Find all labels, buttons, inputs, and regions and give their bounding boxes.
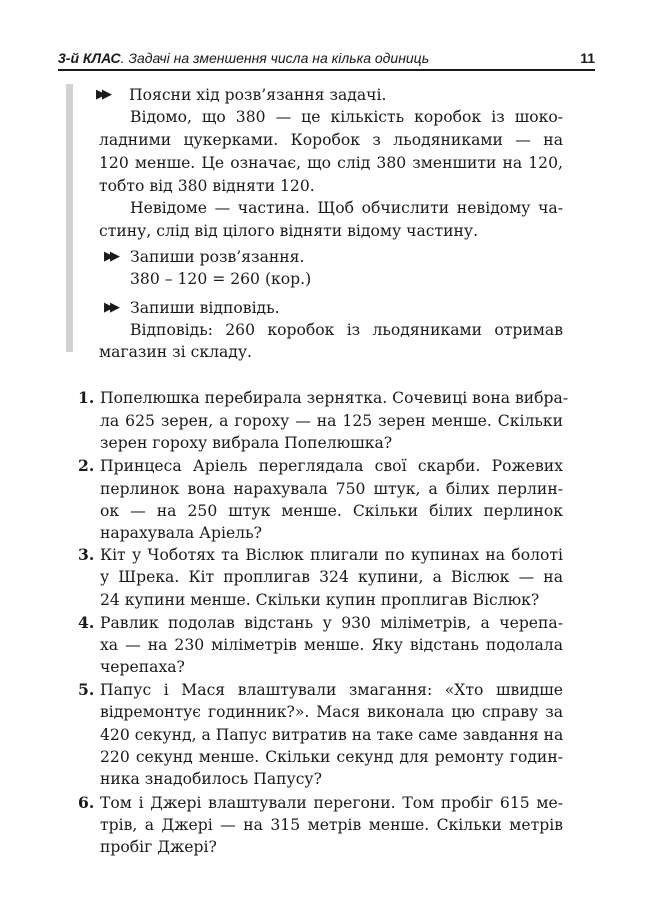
answer-line: Відповідь: 260 коробок із льодяниками отримав [130,321,563,339]
problem-line: 220 секунд менше. Скільки секунд для ремонту годин- [100,748,563,766]
grade-label: 3-й КЛАС [58,50,121,66]
problem-line: ла 625 зерен, а гороху — на 125 зерен менше. Скільки [100,412,563,430]
page-number: 11 [580,50,595,66]
problem-line: у Шрека. Кіт проплигав 324 купини, а Віслюк — на [100,568,563,586]
problem-line: 24 купини менше. Скільки купин проплигав Віслюк? [100,591,540,609]
problem-line: нарахувала Аріель? [100,524,262,542]
explain-line: 120 менше. Це означає, що слід 380 зменшити на 120, [99,154,563,172]
double-triangle-right-icon: ▶▶ [104,249,116,264]
problem-line: черепаха? [100,658,185,676]
problem-line: Попелюшка перебирала зернятка. Сочевиці вона вибра- [100,389,569,407]
problem-number: 5. [78,680,95,699]
problem-line: 420 секунд, а Папус витратив на таке саме завдання на [100,726,564,744]
problem-line: Папус і Мася влаштували змагання: «Хто швидше [100,681,563,699]
problem-number: 4. [78,613,95,632]
header-title [58,50,429,66]
problem-number: 3. [78,545,95,564]
double-triangle-right-icon: ▶▶ [96,87,108,102]
problem-line: пробіг Джері? [100,838,217,856]
explain-line: тобто від 380 відняти 120. [99,177,315,195]
double-triangle-right-icon: ▶▶ [104,300,116,315]
problem-line: Том і Джері влаштували перегони. Том пробіг 615 ме- [100,794,563,812]
explain-line: Відомо, що 380 — це кількість коробок із шоко- [130,108,563,126]
problem-line: ника знадобилось Папусу? [100,770,322,788]
write-answer-heading: Запиши відповідь. [130,299,280,317]
problem-line: перлинок вона нарахувала 750 штук, а білих перлин- [100,480,563,498]
problem-line: трів, а Джері — на 315 метрів менше. Скільки метрів [100,816,563,834]
equation: 380 – 120 = 260 (кор.) [130,270,312,288]
explain-line: ладними цукерками. Коробок з льодяниками — на [99,131,563,149]
explain-heading: Поясни хід розв’язання задачі. [129,86,387,104]
problem-number: 2. [78,456,95,475]
running-header [58,48,595,68]
problem-line: Принцеса Аріель переглядала свої скарби. Рожевих [100,457,563,475]
header-rule [58,69,595,71]
rule-line: Невідоме — частина. Щоб обчислити невідому ча- [130,199,563,217]
rule-line: стину, слід від цілого відняти відому частину. [99,222,479,240]
problem-line: зерен гороху вибрала Попелюшка? [100,434,393,452]
problem-line: Кіт у Чоботях та Віслюк плигали по купинах на болоті [100,546,563,564]
answer-line: магазин зі складу. [99,343,253,361]
problem-line: ок — на 250 штук менше. Скільки білих перлинок [100,502,563,520]
problem-number: 6. [78,793,95,812]
topic-label: . Задачі на зменшення числа на кілька одиниць [120,50,430,66]
problem-line: Равлик подолав відстань у 930 міліметрів, а черепа- [100,614,563,632]
problem-number: 1. [78,388,95,407]
problem-line: відремонтує годинник?». Мася виконала цю справу за [100,703,563,721]
problem-line: ха — на 230 міліметрів менше. Яку відстань подолала [100,636,563,654]
write-solution-heading: Запиши розв’язання. [130,248,305,266]
